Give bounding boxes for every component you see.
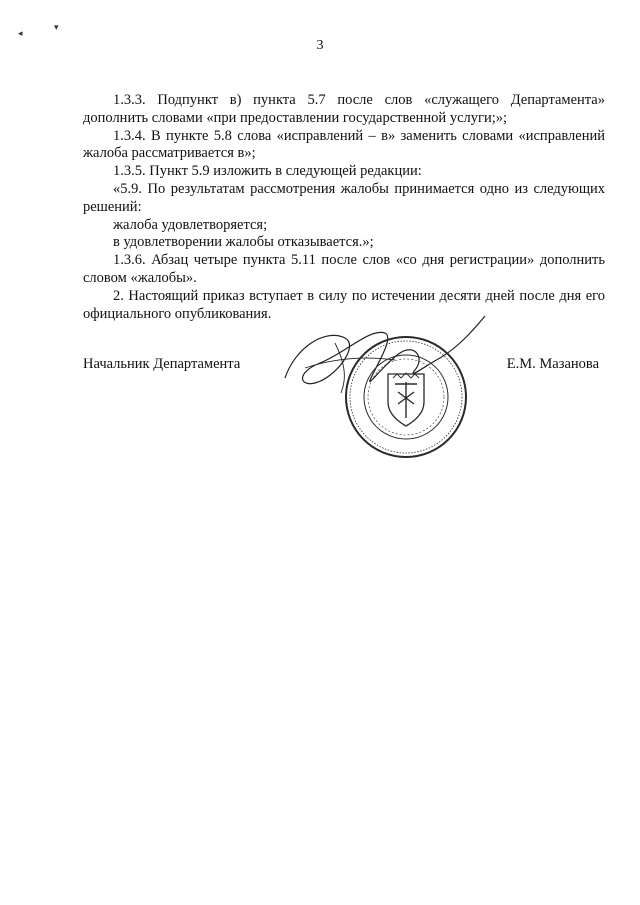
page-number: 3	[316, 38, 324, 53]
seal-icon	[343, 334, 469, 460]
document-body	[83, 92, 605, 323]
paragraph: 1.3.3. Подпункт в) пункта 5.7 после слов «служащего Департамента» дополнить словами «при предоставлении государственной услуги;»;	[83, 92, 605, 126]
paragraph: «5.9. По результатам рассмотрения жалобы принимается одно из следующих решений:	[83, 180, 605, 215]
paragraph: в удовлетворении жалобы отказывается.»;	[113, 234, 374, 251]
signer-position: Начальник Департамента	[83, 356, 241, 372]
signer-name: Е.М. Мазанова	[506, 356, 599, 372]
paragraph: 2. Настоящий приказ вступает в силу по истечении десяти дней после дня его официального опубликования.	[83, 287, 605, 322]
paragraph: 1.3.5. Пункт 5.9 изложить в следующей редакции:	[113, 163, 422, 180]
scan-mark: ▾	[54, 22, 59, 32]
paragraph: 1.3.6. Абзац четыре пункта 5.11 после слов «со дня регистрации» дополнить словом «жалобы».	[83, 252, 605, 286]
paragraph: 1.3.4. В пункте 5.8 слова «исправлений – в» заменить словами «исправлений жалоба рассматривается в»;	[83, 127, 605, 162]
paragraph: жалоба удовлетворяется;	[113, 216, 268, 233]
scan-mark: ◂	[18, 28, 23, 38]
